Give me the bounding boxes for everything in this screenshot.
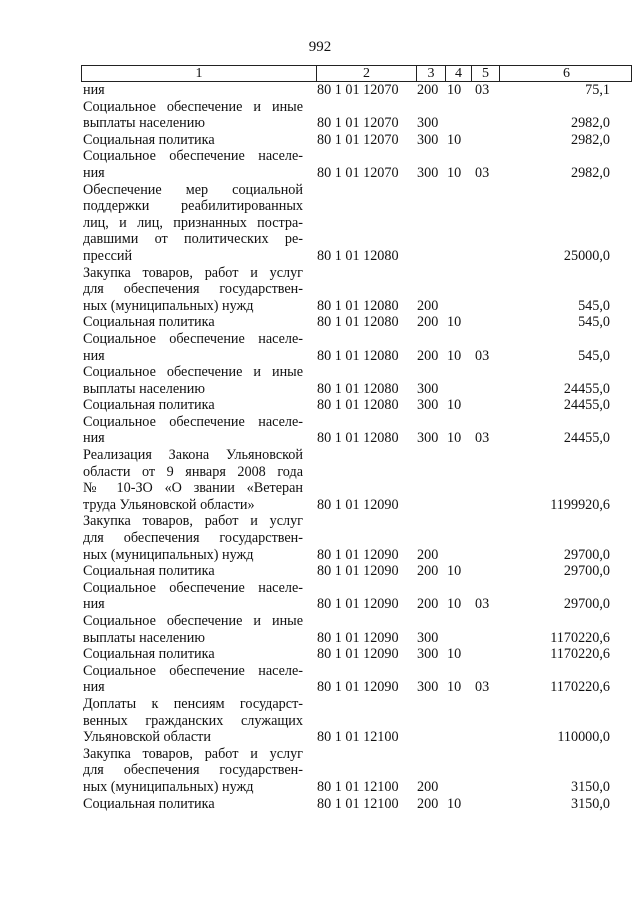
description-line: Закупка товаров, работ и услуг — [83, 513, 303, 530]
row-description — [83, 513, 303, 563]
description-line: Социальная политика — [83, 314, 215, 331]
table-row — [0, 331, 640, 364]
table-row — [0, 364, 640, 397]
table-row — [0, 148, 640, 181]
row-col-4: 10 — [447, 347, 462, 364]
description-line: Социальная политика — [83, 563, 215, 580]
description-line: Обеспечение мер социальной — [83, 181, 303, 198]
row-col-3: 300 — [417, 397, 439, 414]
description-line: выплаты населению — [83, 380, 205, 397]
table-row — [0, 447, 640, 513]
header-col-3: 3 — [416, 66, 445, 81]
row-col-4: 10 — [447, 563, 462, 580]
description-line: ния — [83, 82, 105, 98]
description-line: прессий — [83, 247, 133, 264]
table-row — [0, 696, 640, 746]
table-body — [0, 82, 640, 812]
row-col-4: 10 — [447, 596, 462, 613]
row-code: 80 1 01 12100 — [317, 778, 399, 795]
description-line: Социальное обеспечение и иные — [83, 98, 303, 115]
row-col-4: 10 — [447, 164, 462, 181]
row-description — [83, 82, 303, 99]
row-col-3: 300 — [417, 679, 439, 696]
row-description — [83, 148, 303, 181]
row-description — [83, 646, 303, 663]
description-line: Социальное обеспечение и иные — [83, 364, 303, 381]
table-row — [0, 397, 640, 414]
row-amount: 3150,0 — [570, 778, 610, 795]
row-code: 80 1 01 12080 — [317, 380, 399, 397]
row-col-3: 200 — [417, 546, 439, 563]
row-code: 80 1 01 12090 — [317, 679, 399, 696]
row-description — [83, 314, 303, 331]
description-line: Социальное обеспечение населе- — [83, 579, 303, 596]
row-code: 80 1 01 12090 — [317, 596, 399, 613]
row-description — [83, 99, 303, 132]
row-code: 80 1 01 12070 — [317, 115, 399, 132]
description-line: Закупка товаров, работ и услуг — [83, 264, 303, 281]
description-line: ных (муниципальных) нужд — [83, 778, 254, 795]
row-col-3: 200 — [417, 82, 439, 98]
description-line: Социальное обеспечение населе- — [83, 662, 303, 679]
row-col-4: 10 — [447, 646, 462, 663]
row-col-5: 03 — [475, 679, 490, 696]
description-line: Социальная политика — [83, 397, 215, 414]
table-row — [0, 265, 640, 315]
row-code: 80 1 01 12080 — [317, 347, 399, 364]
row-col-3: 300 — [417, 629, 439, 646]
description-line: для обеспечения государствен- — [83, 530, 303, 547]
row-description — [83, 563, 303, 580]
header-col-2: 2 — [316, 66, 416, 81]
row-amount: 29700,0 — [563, 596, 610, 613]
row-amount: 1199920,6 — [550, 496, 610, 513]
description-line: Социальная политика — [83, 646, 215, 663]
description-line: ных (муниципальных) нужд — [83, 297, 254, 314]
table-header — [81, 65, 632, 82]
row-amount: 545,0 — [578, 297, 610, 314]
row-description — [83, 746, 303, 796]
description-line: области от 9 января 2008 года — [83, 463, 303, 480]
description-line: ния — [83, 679, 105, 696]
header-col-4: 4 — [445, 66, 471, 81]
row-col-3: 200 — [417, 778, 439, 795]
table-row — [0, 82, 640, 99]
row-code: 80 1 01 12070 — [317, 131, 399, 148]
row-col-3: 200 — [417, 563, 439, 580]
row-col-5: 03 — [475, 82, 490, 98]
table-row — [0, 314, 640, 331]
row-description — [83, 663, 303, 696]
row-amount: 29700,0 — [563, 563, 610, 580]
description-line: труда Ульяновской области» — [83, 496, 255, 513]
description-line: Доплаты к пенсиям государст- — [83, 695, 303, 712]
description-line: Социальная политика — [83, 795, 215, 812]
row-amount: 110000,0 — [557, 729, 610, 746]
description-line: выплаты населению — [83, 629, 205, 646]
table-row — [0, 746, 640, 796]
row-amount: 545,0 — [578, 347, 610, 364]
table-row — [0, 613, 640, 646]
row-amount: 24455,0 — [563, 397, 610, 414]
row-description — [83, 331, 303, 364]
row-amount: 2982,0 — [570, 115, 610, 132]
row-amount: 545,0 — [578, 314, 610, 331]
row-code: 80 1 01 12080 — [317, 430, 399, 447]
table-row — [0, 563, 640, 580]
description-line: Закупка товаров, работ и услуг — [83, 745, 303, 762]
description-line: ния — [83, 164, 105, 181]
row-col-3: 300 — [417, 115, 439, 132]
row-amount: 25000,0 — [563, 247, 610, 264]
row-col-4: 10 — [447, 82, 462, 98]
description-line: ния — [83, 596, 105, 613]
table-row — [0, 796, 640, 813]
row-description — [83, 696, 303, 746]
description-line: выплаты населению — [83, 115, 205, 132]
description-line: ния — [83, 430, 105, 447]
description-line: для обеспечения государствен- — [83, 281, 303, 298]
row-col-3: 300 — [417, 131, 439, 148]
row-description — [83, 414, 303, 447]
row-col-3: 200 — [417, 297, 439, 314]
row-description — [83, 796, 303, 813]
row-col-4: 10 — [447, 314, 462, 331]
header-col-5: 5 — [471, 66, 499, 81]
row-col-3: 200 — [417, 314, 439, 331]
description-line: венных гражданских служащих — [83, 712, 303, 729]
row-col-3: 300 — [417, 164, 439, 181]
row-description — [83, 397, 303, 414]
description-line: Реализация Закона Ульяновской — [83, 447, 303, 464]
row-code: 80 1 01 12090 — [317, 496, 399, 513]
header-col-1: 1 — [195, 66, 203, 81]
description-line: Социальное обеспечение населе- — [83, 330, 303, 347]
row-amount: 24455,0 — [563, 380, 610, 397]
row-amount: 75,1 — [585, 82, 610, 98]
row-code: 80 1 01 12080 — [317, 247, 399, 264]
header-col-6: 6 — [499, 66, 633, 81]
row-code: 80 1 01 12070 — [317, 164, 399, 181]
row-amount: 1170220,6 — [550, 629, 610, 646]
row-code: 80 1 01 12080 — [317, 397, 399, 414]
row-code: 80 1 01 12090 — [317, 646, 399, 663]
description-line: лиц, и лиц, признанных постра- — [83, 214, 303, 231]
row-description — [83, 182, 303, 265]
description-line: Социальное обеспечение и иные — [83, 613, 303, 629]
description-line: Социальное обеспечение населе- — [83, 413, 303, 430]
row-description — [83, 364, 303, 397]
row-col-3: 200 — [417, 795, 439, 812]
table-row — [0, 99, 640, 132]
row-col-3: 200 — [417, 596, 439, 613]
row-amount: 1170220,6 — [550, 679, 610, 696]
row-col-5: 03 — [475, 347, 490, 364]
row-amount: 2982,0 — [570, 164, 610, 181]
row-col-4: 10 — [447, 430, 462, 447]
row-col-5: 03 — [475, 596, 490, 613]
row-description — [83, 580, 303, 613]
row-code: 80 1 01 12100 — [317, 795, 399, 812]
table-row — [0, 580, 640, 613]
row-code: 80 1 01 12080 — [317, 314, 399, 331]
row-code: 80 1 01 12070 — [317, 82, 399, 98]
row-col-4: 10 — [447, 397, 462, 414]
description-line: Социальное обеспечение населе- — [83, 148, 303, 165]
table-row — [0, 663, 640, 696]
table-row — [0, 132, 640, 149]
row-code: 80 1 01 12080 — [317, 297, 399, 314]
row-col-5: 03 — [475, 164, 490, 181]
row-amount: 3150,0 — [570, 795, 610, 812]
description-line: Социальная политика — [83, 131, 215, 148]
row-col-4: 10 — [447, 679, 462, 696]
row-col-3: 300 — [417, 380, 439, 397]
description-line: № 10-ЗО «О звании «Ветеран — [83, 480, 303, 497]
row-code: 80 1 01 12100 — [317, 729, 399, 746]
row-col-5: 03 — [475, 430, 490, 447]
row-amount: 1170220,6 — [550, 646, 610, 663]
row-col-3: 200 — [417, 347, 439, 364]
row-col-4: 10 — [447, 795, 462, 812]
row-col-3: 300 — [417, 646, 439, 663]
description-line: ных (муниципальных) нужд — [83, 546, 254, 563]
description-line: для обеспечения государствен- — [83, 762, 303, 779]
description-line: ния — [83, 347, 105, 364]
row-col-3: 300 — [417, 430, 439, 447]
description-line: давшими от политических ре- — [83, 231, 303, 248]
table-row — [0, 414, 640, 447]
table-row — [0, 513, 640, 563]
row-col-4: 10 — [447, 131, 462, 148]
table-row — [0, 646, 640, 663]
row-description — [83, 613, 303, 646]
row-code: 80 1 01 12090 — [317, 629, 399, 646]
row-description — [83, 447, 303, 513]
row-amount: 2982,0 — [570, 131, 610, 148]
table-row — [0, 182, 640, 265]
row-code: 80 1 01 12090 — [317, 546, 399, 563]
description-line: Ульяновской области — [83, 729, 211, 746]
page-number: 992 — [308, 39, 332, 55]
row-code: 80 1 01 12090 — [317, 563, 399, 580]
row-amount: 24455,0 — [563, 430, 610, 447]
row-description — [83, 132, 303, 149]
description-line: поддержки реабилитированных — [83, 198, 303, 215]
row-description — [83, 265, 303, 315]
row-amount: 29700,0 — [563, 546, 610, 563]
